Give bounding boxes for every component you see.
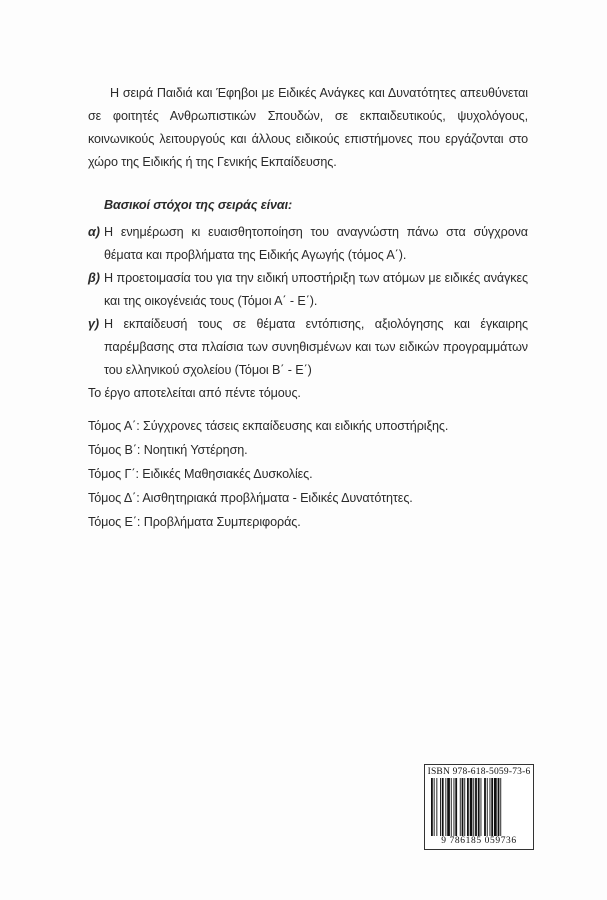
isbn-barcode: [424, 764, 534, 850]
barcode-bar: [445, 778, 446, 836]
volume-item: Τόμος Ε΄: Προβλήματα Συμπεριφοράς.: [88, 515, 301, 529]
barcode-bar: [494, 778, 497, 836]
cover-text: [88, 82, 528, 535]
volume-item: Τόμος Δ΄: Αισθητηριακά προβλήματα - Ειδικές Δυνατότητες.: [88, 491, 413, 505]
barcode-bar: [431, 778, 433, 836]
goals-heading: Βασικοί στόχοι της σειράς είναι:: [104, 198, 293, 212]
barcode-bar: [491, 778, 493, 836]
barcode-bar: [442, 778, 444, 836]
barcode-bar: [434, 778, 435, 836]
barcode-bar: [436, 778, 437, 836]
goal-item: [88, 267, 528, 313]
barcode-bar: [481, 778, 482, 836]
goal-item: [88, 221, 528, 267]
barcode-bar: [498, 778, 500, 836]
goal-marker: β): [88, 271, 100, 285]
barcode-bar: [447, 778, 450, 836]
barcode-bar: [470, 778, 473, 836]
volume-item: Τόμος Γ΄: Ειδικές Μαθησιακές Δυσκολίες.: [88, 467, 313, 481]
barcode-bar: [473, 778, 474, 836]
barcode-bar: [462, 778, 464, 836]
barcode-bar: [464, 778, 465, 836]
isbn-label: ISBN 978-618-5059-73-6: [427, 767, 531, 777]
barcode-bar: [460, 778, 461, 836]
barcode-bar: [455, 778, 457, 836]
barcode-bar: [440, 778, 441, 836]
goal-text: Η ενημέρωση κι ευαισθητοποίηση του αναγνώστη πάνω στα σύγχρονα θέματα και προβλήματα της Ειδικής Αγωγής (τόμος Α΄).: [104, 225, 528, 262]
barcode-bar: [451, 778, 452, 836]
barcode-bar: [500, 778, 501, 836]
barcode-bar: [475, 778, 477, 836]
volume-item: Τόμος Α΄: Σύγχρονες τάσεις εκπαίδευσης και ειδικής υποστήριξης.: [88, 419, 449, 433]
goal-item: [88, 313, 528, 382]
barcode-bar: [487, 778, 488, 836]
barcode-bar: [454, 778, 455, 836]
volume-list: [88, 415, 528, 534]
goal-marker: γ): [88, 317, 99, 331]
barcode-bar: [478, 778, 480, 836]
barcode-bars-icon: [430, 778, 528, 836]
summary-line: Το έργο αποτελείται από πέντε τόμους.: [88, 386, 301, 400]
goal-marker: α): [88, 225, 100, 239]
barcode-digits: 9 786185 059736: [441, 836, 517, 846]
volume-item: Τόμος Β΄: Νοητική Υστέρηση.: [88, 443, 248, 457]
goal-text: Η προετοιμασία του για την ειδική υποστήριξη των ατόμων με ειδικές ανάγκες και της οικογένειάς τους (Τόμοι Α΄ - Ε΄).: [104, 271, 528, 308]
barcode-bar: [484, 778, 486, 836]
goal-text: Η εκπαίδευσή τους σε θέματα εντόπισης, αξιολόγησης και έγκαιρης παρέμβασης στα πλαίσια των συνηθισμένων και των ειδικών προγραμμάτων του ελληνικού σχολείου (Τόμοι Β΄ - Ε΄): [104, 317, 528, 377]
barcode-bar: [490, 778, 491, 836]
barcode-bar: [467, 778, 469, 836]
intro-paragraph: [88, 82, 528, 174]
intro-text: Η σειρά Παιδιά και Έφηβοι με Ειδικές Ανάγκες και Δυνατότητες απευθύνεται σε φοιτητές Ανθρωπιστικών Σπουδών, σε εκπαιδευτικούς, ψυχολόγους, κοινωνικούς λειτουργούς και άλλους ειδικούς επιστήμονες που εργάζονται στο χώρο της Ειδικής ή της Γενικής Εκπαίδευσης.: [88, 86, 528, 169]
